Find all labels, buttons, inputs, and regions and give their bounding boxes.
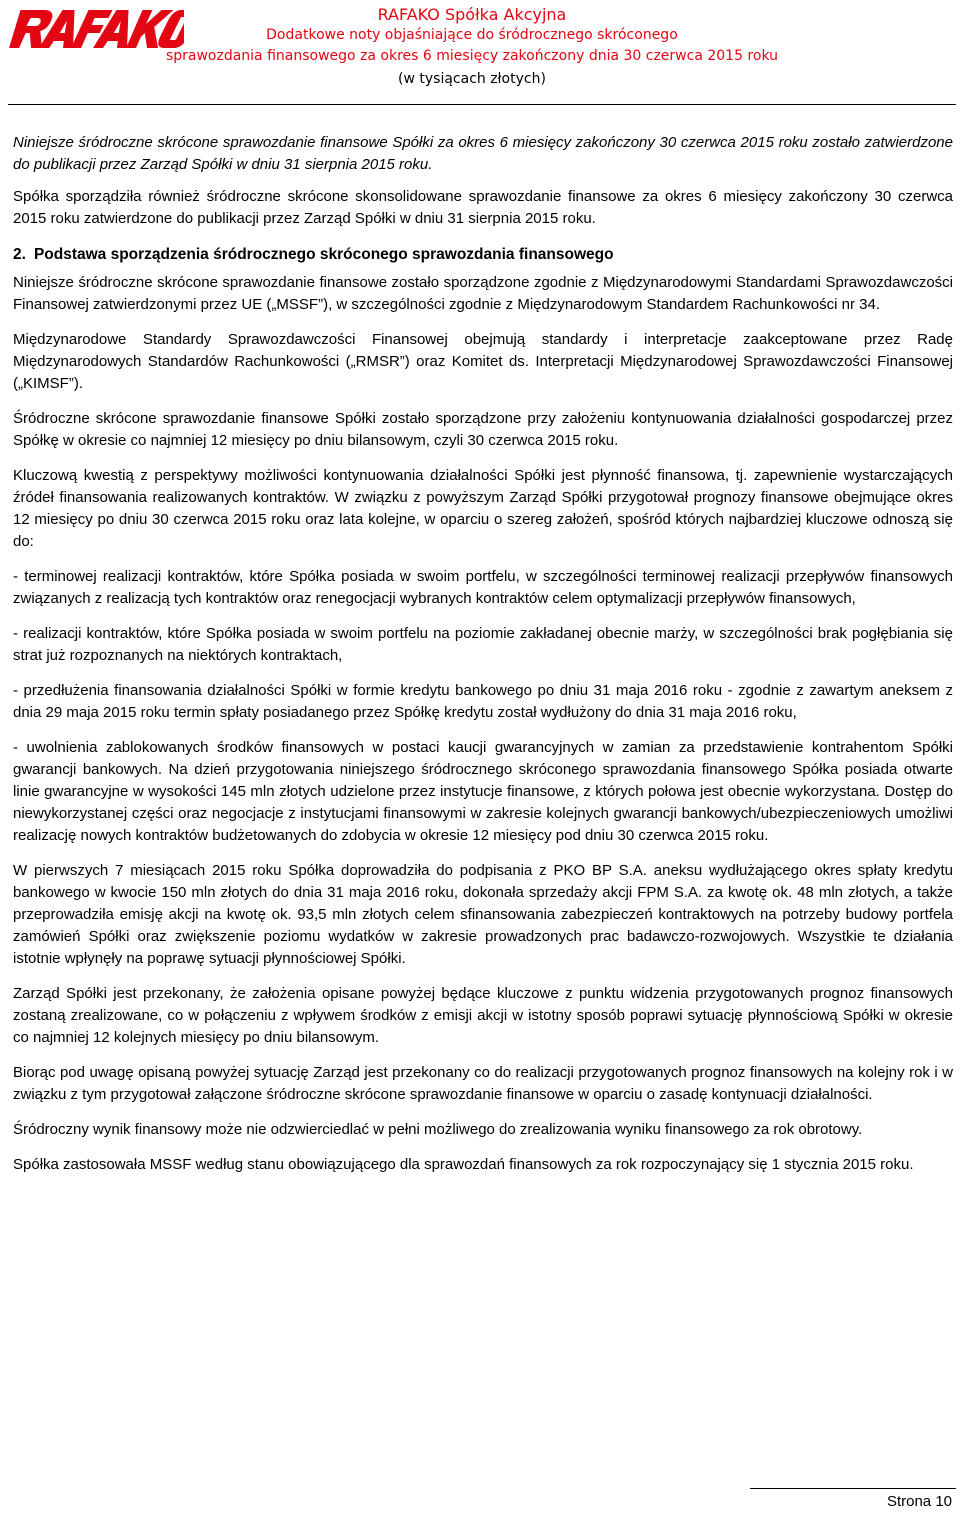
- body-paragraph: Niniejsze śródroczne skrócone sprawozdanie finansowe zostało sporządzone zgodnie z Międzynarodowymi Standardami Sprawozdawczości Finansowej zatwierdzonymi przez UE („MSSF”), w szczególności zgodnie z Międzynarodowym Standardem Rachunkowości nr 34.: [13, 274, 953, 313]
- section-number: 2.: [13, 246, 26, 263]
- list-item-paragraph: - realizacji kontraktów, które Spółka posiada w swoim portfelu na poziomie zakładanej obecnie marży, w szczególności brak pogłębiania się strat już rozpoznanych na niektórych kontraktach,: [13, 625, 953, 664]
- logo-image: [8, 4, 184, 58]
- body-paragraph: Międzynarodowe Standardy Sprawozdawczości Finansowej obejmują standardy i interpretacje zaakceptowane przez Radę Międzynarodowych Standardów Rachunkowości („RMSR”) oraz Komitet ds. Interpretacji Międzynarodowej Sprawozdawczości Finansowej („KIMSF”).: [13, 331, 953, 392]
- company-name: RAFAKO Spółka Akcyjna: [377, 5, 567, 24]
- header-titles: [166, 4, 778, 90]
- section-title: Podstawa sporządzenia śródrocznego skróconego sprawozdania finansowego: [33, 246, 614, 263]
- consolidated-paragraph: Spółka sporządziła również śródroczne skrócone skonsolidowane sprawozdanie finansowe za okres 6 miesięcy zakończony 30 czerwca 2015 roku zatwierdzone do publikacji przez Zarząd Spółki w dniu 31 sierpnia 2015 roku.: [13, 188, 953, 227]
- body-paragraph: Śródroczny wynik finansowy może nie odzwierciedlać w pełni możliwego do zrealizowania wyniku finansowego za rok obrotowy.: [13, 1121, 863, 1138]
- body-paragraph: W pierwszych 7 miesiącach 2015 roku Spółka doprowadziła do podpisania z PKO BP S.A. aneksu wydłużającego okres spłaty kredytu bankowego w kwocie 150 mln złotych do dnia 31 maja 2016 roku, dokonała sprzedaży akcji FPM S.A. za kwotę ok. 48 mln złotych, a także przeprowadziła emisję akcji na kwotę ok. 93,5 mln złotych celem sfinansowania zabezpieczeń kontraktowych na potrzeby budowy portfela zamówień Spółki oraz zwiększenie poziomu wydatków w zakresie prowadzonych prac badawczo-rozwojowych. Wszystkie te działania istotnie wpłynęły na poprawę sytuacji płynnościowej Spółki.: [13, 862, 953, 967]
- list-item-paragraph: - przedłużenia finansowania działalności Spółki w formie kredytu bankowego po dniu 31 maja 2016 roku - zgodnie z zawartym aneksem z dnia 29 maja 2015 roku termin spłaty posiadanego przez Spółkę kredytu został wydłużony do dnia 31 maja 2016 roku,: [13, 682, 953, 721]
- body-paragraph: Spółka zastosowała MSSF według stanu obowiązującego dla sprawozdań finansowych za rok rozpoczynający się 1 stycznia 2015 roku.: [13, 1156, 914, 1173]
- document-period-line: sprawozdania finansowego za okres 6 miesięcy zakończony dnia 30 czerwca 2015 roku: [165, 48, 778, 64]
- approval-paragraph: Niniejsze śródroczne skrócone sprawozdanie finansowe Spółki za okres 6 miesięcy zakończony 30 czerwca 2015 roku zostało zatwierdzone do publikacji przez Zarząd Spółki w dniu 31 sierpnia 2015 roku.: [13, 134, 953, 173]
- page-content: [13, 132, 953, 1189]
- list-item-paragraph: - terminowej realizacji kontraktów, które Spółka posiada w swoim portfelu, w szczególności terminowej realizacji przepływów finansowych związanych z realizacją tych kontraktów oraz renegocjacji wybranych kontraktów celem optymalizacji przepływów finansowych,: [13, 568, 953, 607]
- list-item-paragraph: - uwolnienia zablokowanych środków finansowych w postaci kaucji gwarancyjnych w zamian za przedstawienie kontrahentom Spółki gwarancji bankowych. Na dzień przygotowania niniejszego śródrocznego skróconego sprawozdania finansowego Spółka posiada otwarte linie gwarancyjne w wysokości 145 mln złotych udzielone przez instytucje finansowe, z których połowa jest obecnie wykorzystana. Dostęp do niewykorzystanej części oraz negocjacje z instytucjami finansowymi w zakresie kolejnych gwarancji bankowych/ubezpieczeniowych umożliwi realizację nowych kontraktów budżetowanych do zdobycia w okresie 12 miesięcy pod dniu 30 czerwca 2015 roku.: [13, 739, 953, 844]
- body-paragraph: Biorąc pod uwagę opisaną powyżej sytuację Zarząd jest przekonany co do realizacji przygotowanych prognoz finansowych na kolejny rok i w związku z tym przygotował załączone śródroczne skrócone sprawozdanie finansowe w oparciu o zasadę kontynuacji działalności.: [13, 1064, 953, 1103]
- header-divider: [8, 104, 956, 105]
- document-title-line: Dodatkowe noty objaśniające do śródrocznego skróconego: [266, 27, 678, 43]
- body-paragraph: Śródroczne skrócone sprawozdanie finansowe Spółki zostało sporządzone przy założeniu kontynuowania działalności gospodarczej przez Spółkę w okresie co najmniej 12 miesięcy po dniu bilansowym, czyli 30 czerwca 2015 roku.: [13, 410, 953, 449]
- body-paragraph: Kluczową kwestią z perspektywy możliwości kontynuowania działalności Spółki jest płynność finansowa, tj. zapewnienie wystarczających źródeł finansowania realizowanych kontraktów. W związku z powyższym Zarząd Spółki przygotował prognozy finansowe obejmujące okres 12 miesięcy po dniu 30 czerwca 2015 roku oraz lata kolejne, w oparciu o szereg założeń, spośród których najbardziej kluczowe odnoszą się do:: [13, 467, 953, 550]
- body-paragraph: Zarząd Spółki jest przekonany, że założenia opisane powyżej będące kluczowe z punktu widzenia przygotowanych prognoz finansowych zostaną zrealizowane, co w połączeniu z wpływem środków z emisji akcji w istotny sposób poprawi sytuację płynnościową Spółki w okresie co najmniej 12 kolejnych miesięcy po dniu bilansowym.: [13, 985, 953, 1046]
- units-note: (w tysiącach złotych): [398, 71, 546, 87]
- footer-divider: [750, 1488, 956, 1489]
- page-header: [0, 0, 960, 100]
- section-heading: [13, 244, 953, 266]
- rafako-logo: [8, 4, 184, 58]
- page-number: Strona 10: [886, 1493, 952, 1510]
